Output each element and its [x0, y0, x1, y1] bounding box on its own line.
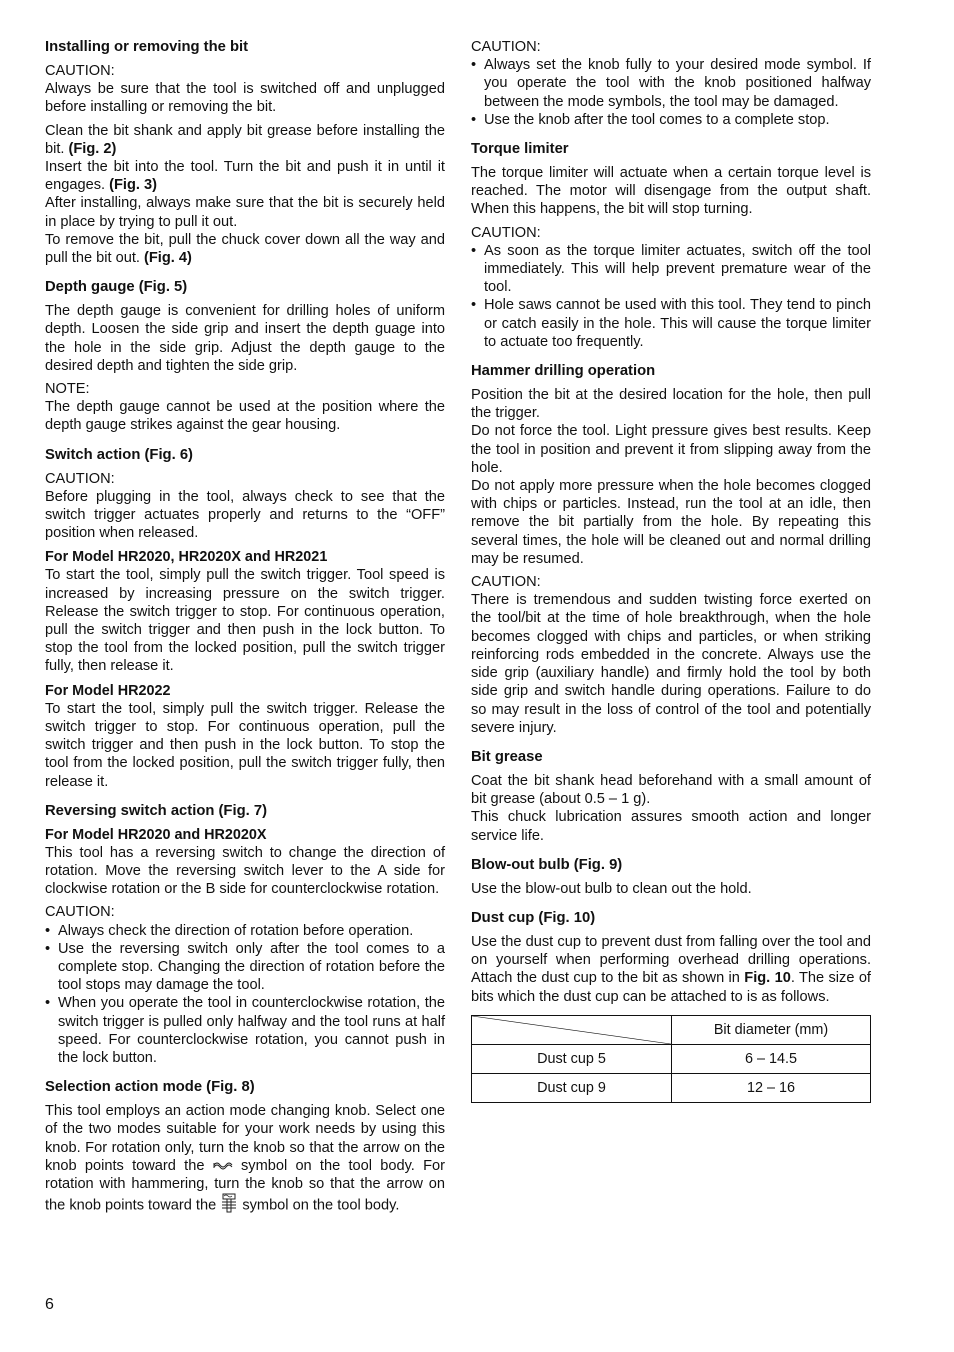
selection-text-b: symbol on the tool body. For rotation with hammering, turn the knob so that the arrow on the knob points toward the — [45, 1157, 446, 1214]
table-header-cell: Bit diameter (mm) — [672, 1015, 871, 1044]
rotation-hammer-icon — [220, 1193, 238, 1218]
list-item: • When you operate the tool in counterclockwise rotation, the switch trigger is pulled only halfway and the tool runs at half speed. For counterclockwise rotation, you cannot push in the lock button. — [45, 994, 445, 1067]
reversing-subheading: For Model HR2020 and HR2020X — [45, 826, 267, 843]
grease-paragraph-2: This chuck lubrication assures smooth action and longer service life. — [471, 809, 871, 844]
installing-section — [45, 38, 445, 267]
depth-text: The depth gauge is convenient for drilling holes of uniform depth. Loosen the side grip and insert the depth guage into the hole in the side grip. Adjust the depth gauge to the desired depth and tighten the side grip. — [45, 303, 445, 374]
installing-p1-text: Clean the bit shank and apply bit grease before installing the bit. — [45, 122, 445, 157]
dustcup-heading: Dust cup (Fig. 10) — [471, 909, 596, 926]
torque-text: The torque limiter will actuate when a certain torque level is reached. The motor will disengage from the output shaft. When this happens, the bit will stop turning. — [471, 165, 871, 218]
table-corner-cell — [472, 1015, 672, 1044]
list-item: • As soon as the torque limiter actuates, switch off the tool immediately. This will help prevent premature wear of the tool. — [471, 242, 871, 297]
blowout-section — [471, 856, 871, 898]
hammer-paragraph-2: Do not force the tool. Light pressure gives best results. Keep the tool in position and prevent it from slipping away from the hole. — [471, 423, 871, 476]
selection-heading: Selection action mode (Fig. 8) — [45, 1079, 255, 1096]
depth-section — [45, 278, 445, 434]
switch-caution-text: Before plugging in the tool, always check to see that the switch trigger actuates properly and returns to the “OFF” position when released. — [45, 488, 445, 542]
switch-heading: Switch action (Fig. 6) — [45, 446, 193, 463]
list-item: • Use the reversing switch only after the tool comes to a complete stop. Changing the direction of rotation before the tool stops may damage the tool. — [45, 940, 445, 995]
selection-text — [45, 1102, 445, 1218]
installing-p2-text: Insert the bit into the tool. Turn the bit and push it in until it engages. — [45, 159, 445, 194]
grease-section — [471, 748, 871, 845]
reversing-heading: Reversing switch action (Fig. 7) — [45, 802, 267, 819]
table-row — [472, 1044, 871, 1073]
table-cell-name: Dust cup 5 — [472, 1044, 672, 1073]
table-row — [472, 1073, 871, 1102]
depth-heading: Depth gauge (Fig. 5) — [45, 279, 188, 296]
list-item: • Hole saws cannot be used with this tool. They tend to pinch or catch easily in the hole. This will cause the torque limiter to actuate too frequently. — [471, 296, 871, 351]
hammer-paragraph-3: Do not apply more pressure when the hole becomes clogged with chips or particles. Instead, run the tool at an idle, then remove the bit partially from the hole. By repeating this several times, the hole will be cleaned out and normal drilling may be resumed. — [471, 478, 871, 567]
hammer-caution-text: There is tremendous and sudden twisting force exerted on the tool/bit at the time of hole breakthrough, when the hole becomes clogged with chips and particles, or when striking reinforcing rods embedded in the concrete. Always use the side grip (auxiliary handle) and firmly hold the tool by both side grip and switch handle during operations. Failure to do so may result in the loss of control of the tool and potentially severe injury. — [471, 592, 871, 736]
switch-subheading-1: For Model HR2020, HR2020X and HR2021 — [45, 549, 328, 566]
table-header-row — [472, 1015, 871, 1044]
mode-caution-section — [471, 38, 871, 129]
switch-sub2-text: To start the tool, simply pull the switch trigger. Release the switch trigger to stop. For continuous operation, pull the switch trigger and then push in the lock button. To stop the tool from the locked position, pull the switch trigger fully, then release it. — [45, 700, 445, 790]
grease-paragraph-1: Coat the bit shank head beforehand with a small amount of bit grease (about 0.5 – 1 g). — [471, 772, 871, 808]
dust-cup-table — [471, 1015, 871, 1103]
hammer-heading: Hammer drilling operation — [471, 363, 656, 380]
hammer-paragraph-1: Position the bit at the desired location for the hole, then pull the trigger. — [471, 387, 871, 422]
dustcup-text-b: . The size of bits which the dust cup can be attached to is as follows. — [471, 970, 871, 1005]
fig-2-ref: (Fig. 2) — [68, 140, 117, 157]
reversing-text: This tool has a reversing switch to change the direction of rotation. Move the reversing switch lever to the A side for clockwise rotation or the B side for counterclockwise rotation. — [45, 844, 445, 898]
torque-caution-label: CAUTION: — [471, 224, 541, 241]
selection-section — [45, 1078, 445, 1218]
table-cell-value: 12 – 16 — [672, 1073, 871, 1102]
depth-note-text: The depth gauge cannot be used at the position where the depth gauge strikes against the gear housing. — [45, 399, 445, 434]
installing-paragraph-2 — [45, 158, 445, 194]
reversing-caution-list — [45, 922, 445, 1068]
list-item: • Use the knob after the tool comes to a complete stop. — [471, 111, 871, 129]
depth-note-label: NOTE: — [45, 381, 90, 398]
torque-section — [471, 140, 871, 351]
torque-caution-list — [471, 242, 871, 351]
table-cell-name: Dust cup 9 — [472, 1073, 672, 1102]
reversing-caution-label: CAUTION: — [45, 904, 115, 921]
fig-4-ref: (Fig. 4) — [144, 250, 192, 267]
table-cell-value: 6 – 14.5 — [672, 1044, 871, 1073]
selection-text-c: symbol on the tool body. — [242, 1197, 400, 1214]
switch-caution-label: CAUTION: — [45, 470, 115, 487]
dustcup-section — [471, 909, 871, 1103]
list-item: • Always set the knob fully to your desired mode symbol. If you operate the tool with the knob positioned halfway between the mode symbols, the tool may be damaged. — [471, 56, 871, 111]
switch-sub1-text: To start the tool, simply pull the switch trigger. Tool speed is increased by increasing pressure on the switch trigger. Release the switch trigger to stop. For continuous operation, pull the switch trigger and then push in the lock button. To stop the tool from the locked position, pull the switch trigger fully, then release it. — [45, 567, 445, 675]
blowout-heading: Blow-out bulb (Fig. 9) — [471, 856, 623, 873]
mode-caution-label: CAUTION: — [471, 39, 541, 55]
hammer-caution-label: CAUTION: — [471, 574, 541, 591]
fig-3-ref: (Fig. 3) — [109, 177, 157, 194]
mode-caution-list — [471, 56, 871, 129]
left-column — [45, 38, 445, 1229]
installing-caution-text: Always be sure that the tool is switched off and unplugged before installing or removing the bit. — [45, 81, 445, 116]
selection-text-a: This tool employs an action mode changing knob. Select one of the two modes suitable for your work needs by using this knob. For rotation only, turn the knob so that the arrow on the knob points toward the — [45, 1103, 445, 1174]
list-item: • Always check the direction of rotation before operation. — [45, 922, 445, 940]
dustcup-text — [471, 933, 871, 1006]
right-column — [471, 38, 871, 1114]
rotation-only-icon — [213, 1157, 233, 1175]
dustcup-text-a: Use the dust cup to prevent dust from falling over the tool and on yourself when performing overhead drilling operations. Attach the dust cup to the bit as shown in — [471, 933, 871, 987]
reversing-section — [45, 802, 445, 1067]
blowout-text: Use the blow-out bulb to clean out the hold. — [471, 880, 752, 897]
switch-subheading-2: For Model HR2022 — [45, 682, 171, 699]
installing-paragraph-4 — [45, 231, 445, 267]
torque-heading: Torque limiter — [471, 141, 569, 158]
installing-heading: Installing or removing the bit — [45, 39, 249, 55]
installing-caution-label: CAUTION: — [45, 63, 115, 79]
switch-section — [45, 446, 445, 791]
hammer-section — [471, 362, 871, 737]
grease-heading: Bit grease — [471, 748, 543, 765]
installing-paragraph-3: After installing, always make sure that the bit is securely held in place by trying to pull it out. — [45, 195, 445, 230]
installing-p4-text: To remove the bit, pull the chuck cover down all the way and pull the bit out. — [45, 231, 445, 267]
page-number: 6 — [45, 1296, 54, 1313]
fig-10-ref: Fig. 10 — [744, 970, 791, 987]
installing-paragraph-1 — [45, 122, 445, 158]
